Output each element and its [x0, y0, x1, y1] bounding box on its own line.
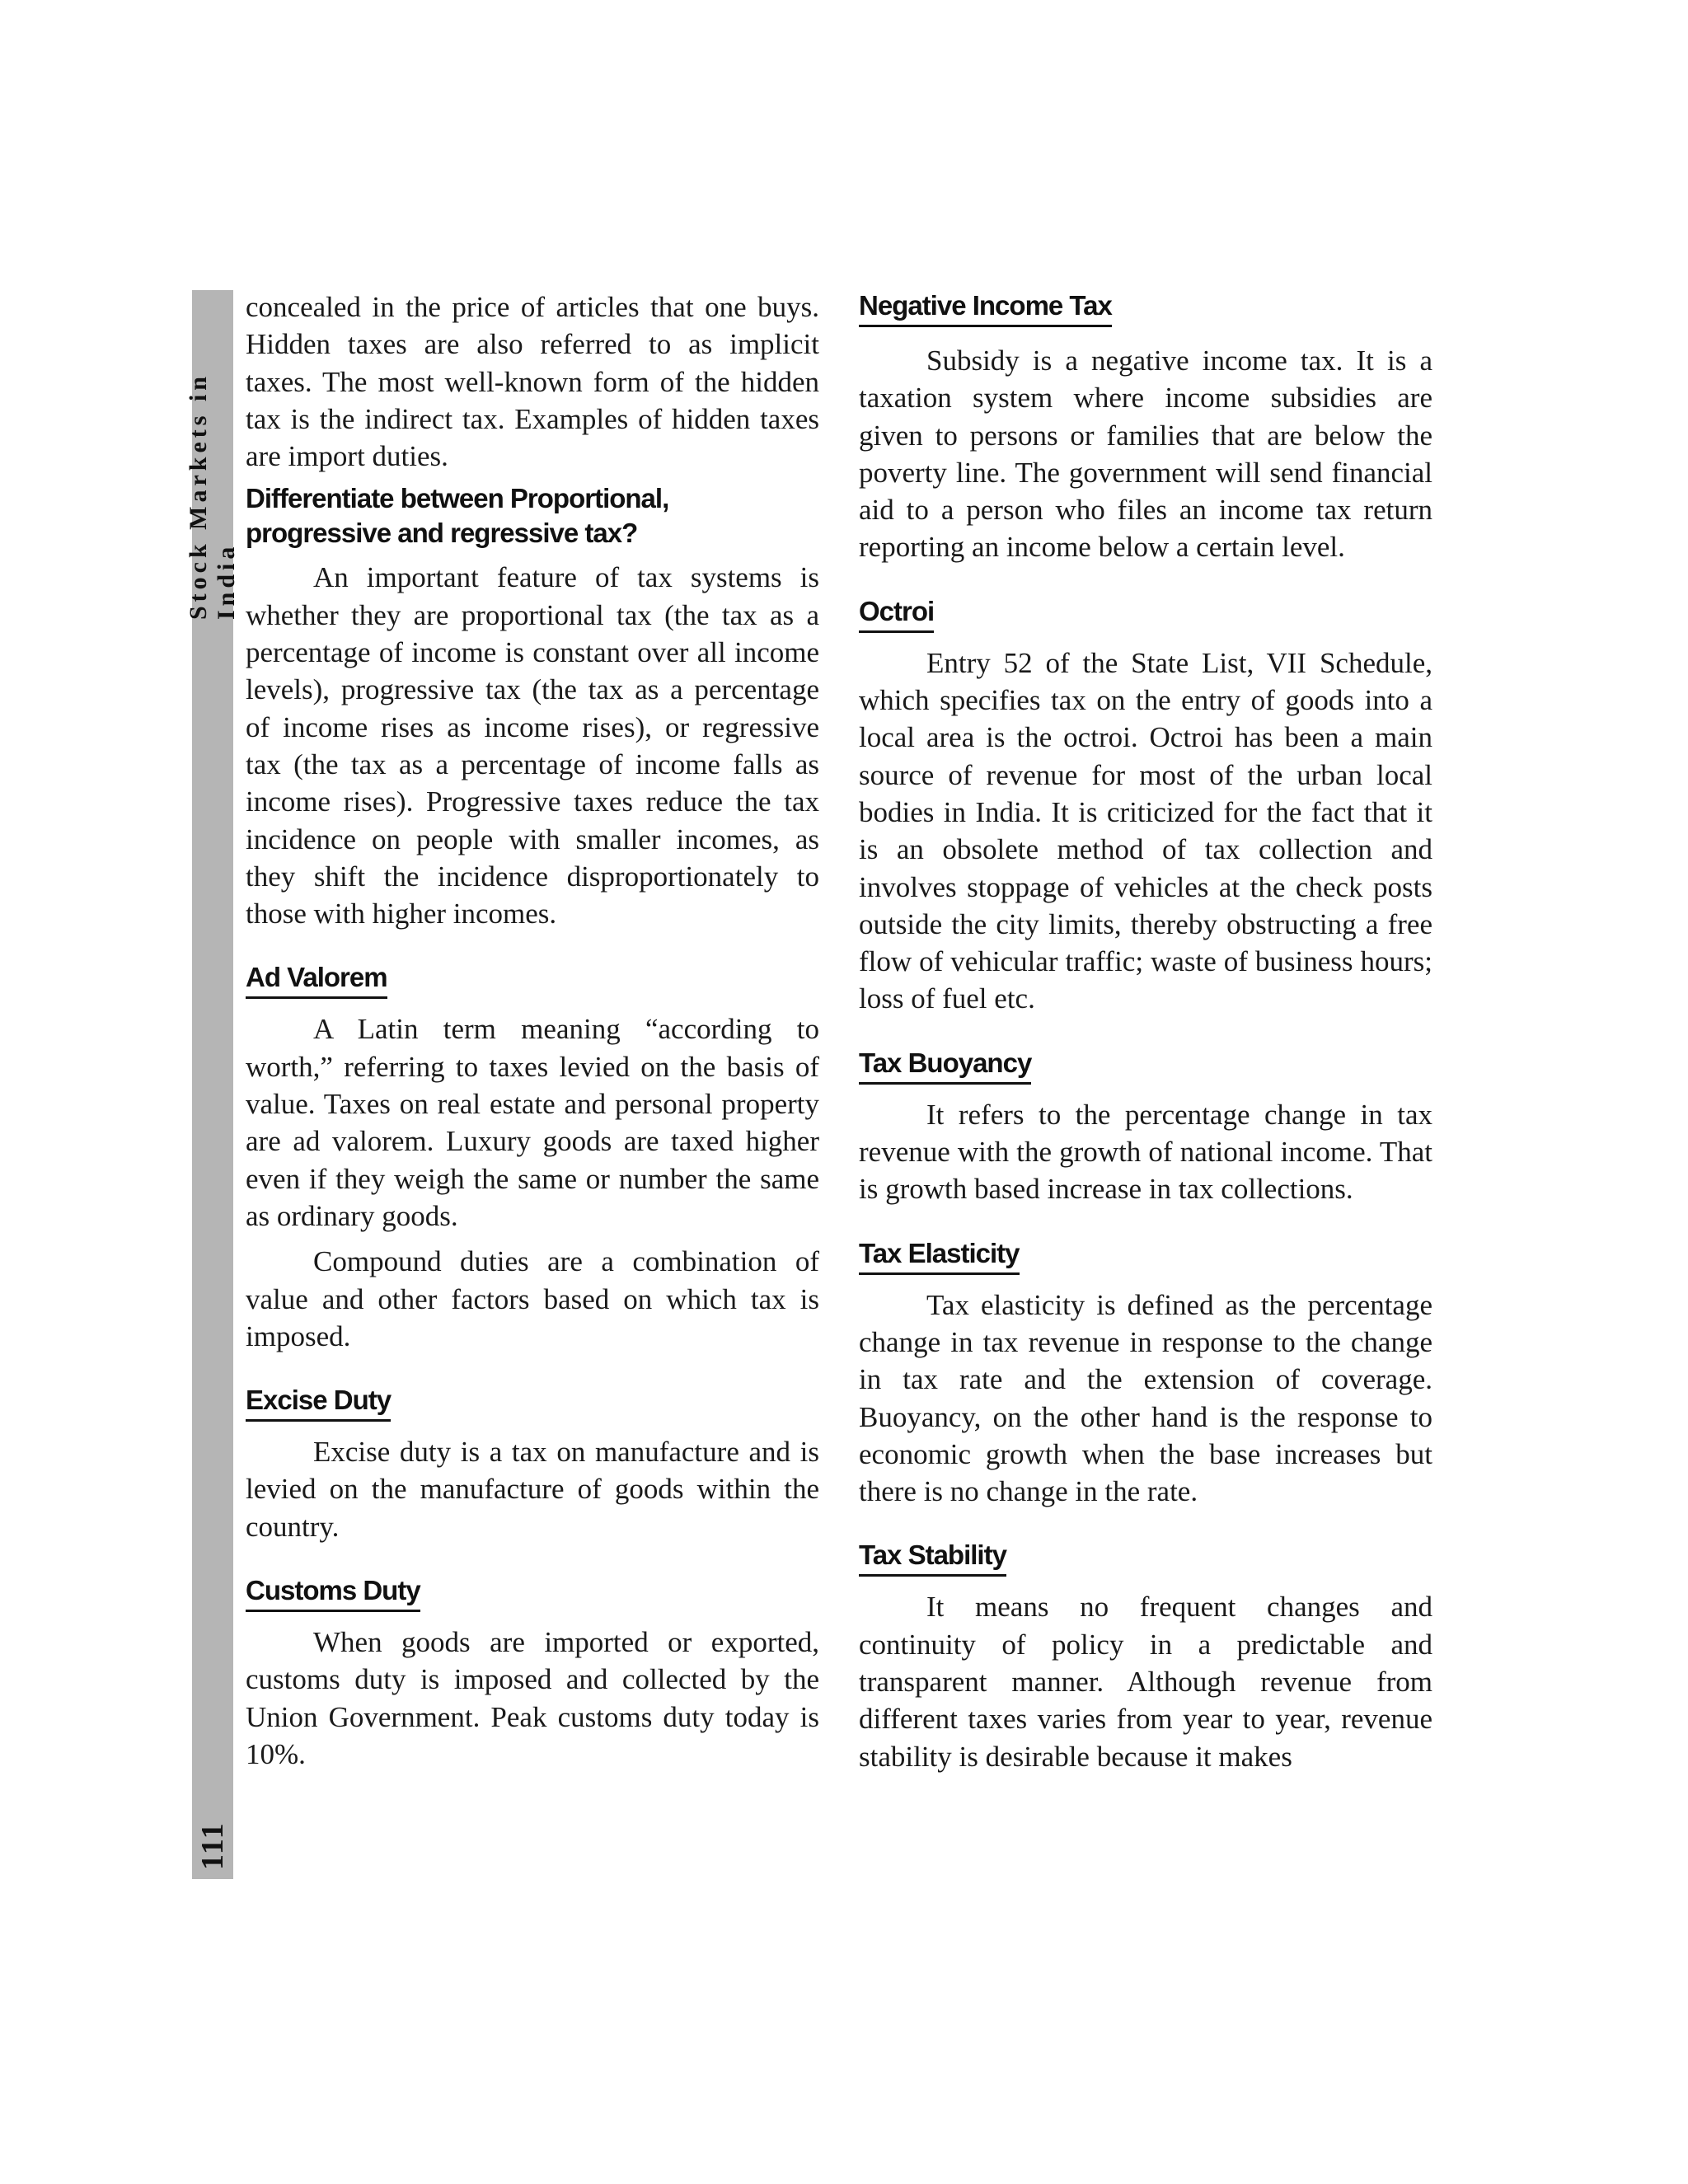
- tax-buoyancy-paragraph: It refers to the percentage change in tax revenue with the growth of national income. That is growth based increase in tax collections.: [859, 1098, 1432, 1206]
- question-paragraph: An important feature of tax systems is whether they are proportional tax (the tax as a percentage of income is constant over all income levels), progressive tax (the tax as a percentage of income rises as income rises), or regressive tax (the tax as a percentage of income falls as income rises). Progressive taxes reduce the tax incidence on people with smaller incomes, as they shift the incidence disproportionately to those with higher incomes.: [246, 561, 819, 930]
- heading-customs-duty: Customs Duty: [246, 1573, 420, 1612]
- ad-valorem-paragraph-1: A Latin term meaning “according to worth,” referring to taxes levied on the basis of value. Taxes on real estate and personal property are ad valorem. Luxury goods are taxed higher even if they weigh the same or number the same as ordinary goods.: [246, 1013, 819, 1232]
- tax-elasticity-paragraph: Tax elasticity is defined as the percentage change in tax revenue in response to the change in tax rate and the extension of coverage. Buoyancy, on the other hand is the response to economic growth when the base increases but there is no change in the rate.: [859, 1288, 1432, 1508]
- octroi-paragraph: Entry 52 of the State List, VII Schedule, which specifies tax on the entry of goods into a local area is the octroi. Octroi has been a main source of revenue for most of the urban local bodies in India. It is criticized for the fact that it is an obsolete method of tax collection and involves stoppage of vehicles at the check posts outside the city limits, thereby obstructing a free flow of vehicular traffic; waste of business hours; loss of fuel etc.: [859, 646, 1432, 1015]
- heading-tax-elasticity: Tax Elasticity: [859, 1236, 1020, 1275]
- running-head: Stock Markets in India: [185, 373, 240, 620]
- left-column: [246, 288, 819, 1773]
- negative-income-tax-paragraph: Subsidy is a negative income tax. It is a taxation system where income subsidies are given to persons or families that are below the poverty line. The government will send financial aid to a person who files an income tax return reporting an income below a certain level.: [859, 344, 1432, 564]
- heading-negative-income-tax: Negative Income Tax: [859, 288, 1112, 327]
- ad-valorem-paragraph-2: Compound duties are a combination of value and other factors based on which tax is imposed.: [246, 1245, 819, 1352]
- intro-paragraph: concealed in the price of articles that one buys. Hidden taxes are also referred to as implicit taxes. The most well-known form of the hidden tax is the indirect tax. Examples of hidden taxes are import duties.: [246, 291, 819, 473]
- heading-octroi: Octroi: [859, 594, 934, 633]
- tax-stability-paragraph: It means no frequent changes and continuity of policy in a predictable and transparent manner. Although revenue from different taxes varies from year to year, revenue stability is desirable because it makes: [859, 1591, 1432, 1773]
- excise-duty-paragraph: Excise duty is a tax on manufacture and is levied on the manufacture of goods within the country.: [246, 1436, 819, 1543]
- heading-tax-stability: Tax Stability: [859, 1538, 1006, 1577]
- customs-duty-paragraph: When goods are imported or exported, customs duty is imposed and collected by the Union Government. Peak customs duty today is 10%.: [246, 1626, 819, 1770]
- heading-excise-duty: Excise Duty: [246, 1383, 391, 1422]
- right-column: [859, 288, 1432, 1775]
- page-number: 111: [195, 1821, 230, 1871]
- heading-ad-valorem: Ad Valorem: [246, 960, 387, 999]
- heading-tax-buoyancy: Tax Buoyancy: [859, 1046, 1031, 1085]
- question-heading: Differentiate between Proportional, progressive and regressive tax?: [246, 483, 669, 549]
